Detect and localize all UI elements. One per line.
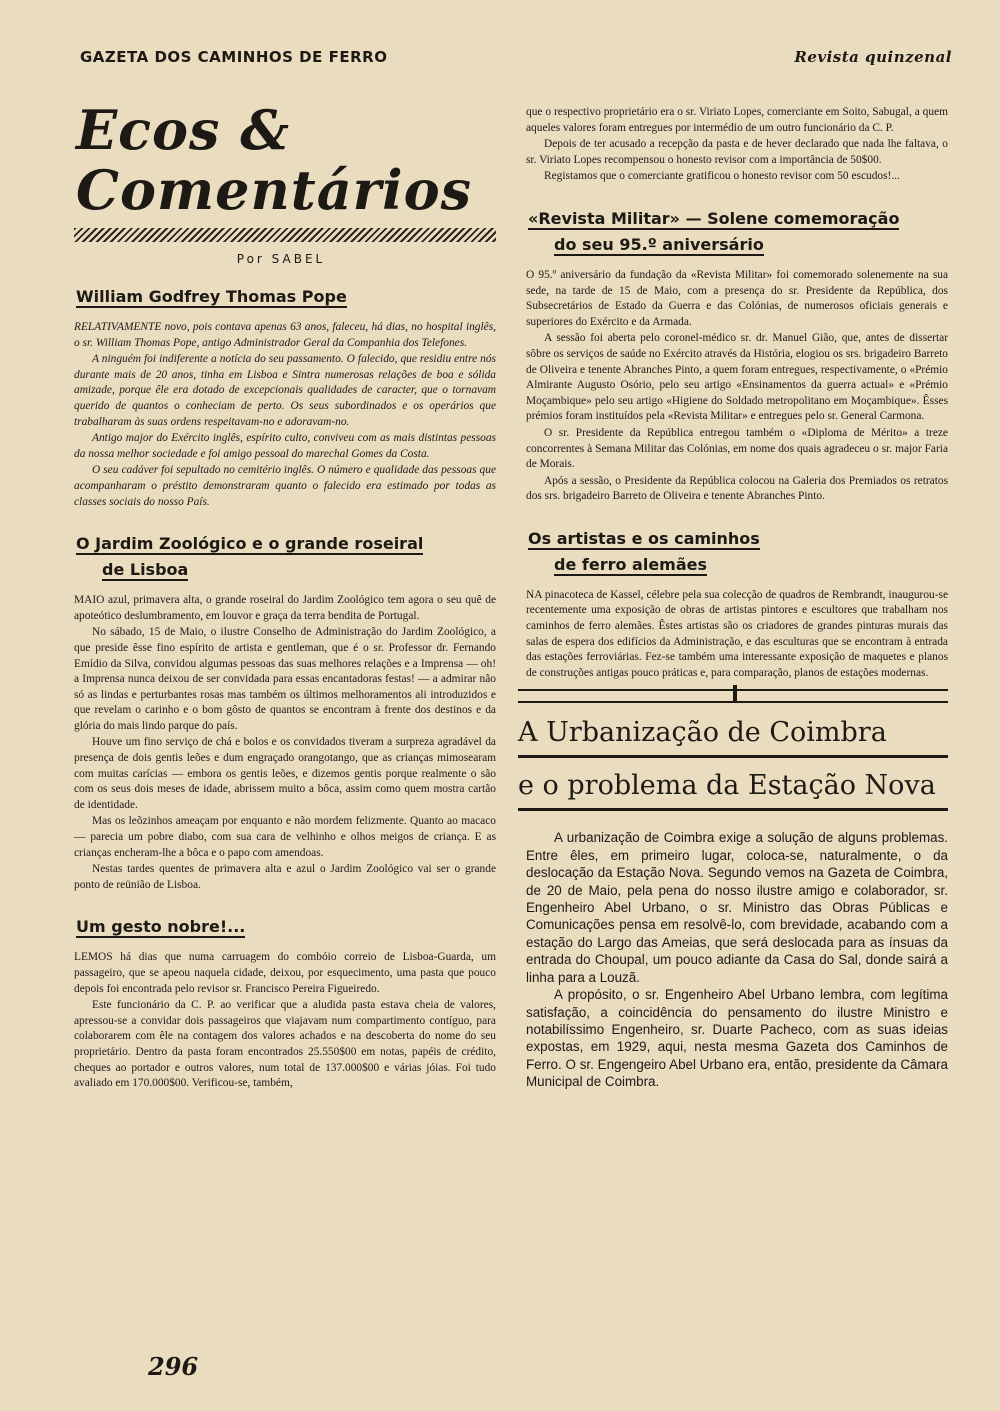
byline: Por SABEL (236, 252, 326, 266)
heading-text: «Revista Militar» — Solene comemoração (528, 208, 900, 228)
paragraph: Antigo major do Exército inglês, espírito culto, conviveu com as mais distintas pessoas da nossa melhor sociedade e foi amigo pessoal do marechal Gomes da Costa. (74, 432, 496, 460)
heading-text: Um gesto nobre!... (76, 917, 246, 937)
masthead-rule (74, 228, 496, 242)
heading-text-line2: do seu 95.º aniversário (554, 234, 764, 254)
paragraph: LEMOS há dias que numa carruagem do combóio correio de Lisboa-Guarda, um passageiro, que se apeou naquela cidade, deixou, por esquecimento, uma pasta que pouco depois foi encontrada pelo revisor sr. Francisco Pereira Figueiredo. (74, 951, 496, 995)
right-column (518, 105, 948, 1091)
heading-text-line2: de ferro alemães (554, 554, 708, 574)
running-head-left: GAZETA DOS CAMINHOS DE FERRO (80, 48, 388, 66)
heading-text: William Godfrey Thomas Pope (76, 287, 347, 306)
left-column (66, 100, 496, 1093)
section-heading-zoo (76, 531, 496, 583)
section-divider (518, 689, 948, 703)
paragraph: O 95.º aniversário da fundação da «Revista Militar» foi comemorado solenemente na sua sede, na tarde de 15 de Maio, com a presença do sr. Presidente da República, dos Subsecretários de Estado da Guerra e das Colónias, de numerosos oficiais generais e superiores do Exército e da Armada. (526, 268, 948, 328)
section-heading-pope (76, 284, 496, 310)
paragraph: No sábado, 15 de Maio, o ilustre Conselho de Administração do Jardim Zoológico, a que preside êsse fino espírito de artista e gentleman, que é o sr. Professor dr. Fernando Emídio da Silva, convidou algumas pessoas das suas melhores relações e a Imprensa — oh! a Imprensa nunca deixou de ser convidada para essas encantadoras festas! — a admirar não só as lindas e perturbantes rosas mas também os últimos melhoramentos ali introduzidos e que revelam o carinho e o bom gôsto de quantos se encontram à frente dos destinos e da glória do mais lindo parque do país. (74, 626, 496, 732)
paragraph: Este funcionário da C. P. ao verificar que a aludida pasta estava cheia de valores, apressou-se a convidar dois passageiros que viajavam num compartimento contíguo, para colaborarem com êle na contagem dos valores achados e na descoberta do nome do seu proprietário. Dentro da pasta foram encontrados 25.550$00 em notas, papéis de crédito, cheques ao portador e outros valores, num total de 137.000$00 e várias jóias. Foi tudo avaliado em 170.000$00. Verificou-se, também, (74, 999, 496, 1090)
feature-paragraph: A urbanização de Coimbra exige a solução de alguns problemas. Entre êles, em primeiro lugar, coloca-se, naturalmente, o da deslocação da Estação Nova. Segundo vemos na Gazeta de Coimbra, de 20 de Maio, pela pena do nosso ilustre amigo e colaborador, sr. Engenheiro Abel Urbano, o sr. Ministro das Obras Públicas e Comunicações pensa em resolvê-lo, com brevidade, acabando com a estação do Largo das Ameias, que será deslocada para as ínsuas da entrada do Choupal, um pouco adiante da Casa do Sal, donde sairá a linha para a Louzã. (526, 830, 948, 985)
section-heading-militar (528, 206, 948, 258)
paragraph: que o respectivo proprietário era o sr. Viriato Lopes, comerciante em Soito, Sabugal, a quem aqueles valores foram entregues por intermédio de um outro funcionário da C. P. (526, 106, 948, 134)
feature-paragraph: A propósito, o sr. Engenheiro Abel Urbano lembra, com legítima satisfação, a coincidência do pensamento do ilustre Ministro e notabilíssimo Engenheiro, sr. Duarte Pacheco, com as suas ideias expostas, em 1929, aqui, nesta mesma Gazeta dos Caminhos de Ferro. O sr. Engengeiro Abel Urbano era, então, presidente da Câmara Municipal de Coimbra. (526, 987, 948, 1090)
page-number: 296 (148, 1352, 199, 1381)
feature-title-line2: e o problema da Estação Nova (518, 766, 948, 811)
section-heading-gesto (76, 914, 496, 940)
paragraph: O sr. Presidente da República entregou também o «Diploma de Mérito» a treze concorrentes à Semana Militar das Colónias, em nome dos quais agradeceu o sr. major Faria de Morais. (526, 426, 948, 471)
paragraph: Após a sessão, o Presidente da República colocou na Galeria dos Premiados os retratos dos srs. brigadeiro Barreto de Oliveira e tenente Abranches Pinto. (526, 474, 948, 503)
paragraph: Nestas tardes quentes de primavera alta e azul o Jardim Zoológico vai ser o grande ponto de reünião de Lisboa. (74, 863, 496, 891)
paragraph: Depois de ter acusado a recepção da pasta e de hever declarado que nada lhe faltava, o sr. Viriato Lopes recompensou o honesto revisor com a importância de 50$00. (526, 138, 948, 166)
heading-text: O Jardim Zoológico e o grande roseiral (76, 534, 424, 554)
running-head-right: Revista quinzenal (794, 48, 952, 66)
paragraph: Registamos que o comerciante gratificou o honesto revisor com 50 escudos!... (544, 170, 900, 183)
paragraph: MAIO azul, primavera alta, o grande roseiral do Jardim Zoológico tem agora o seu quê de apoteótico deslumbramento, em louvor e graça da terra bendita de Portugal. (74, 594, 496, 622)
paragraph: Mas os leõzinhos ameaçam por enquanto e não mordem felizmente. Quanto ao macaco — parecia um pobre diabo, com sua cara de velhinho e olhos meigos de criança. E as crianças encheram-lhe a bôca e o papo com amendoas. (74, 815, 496, 859)
paragraph: NA pinacoteca de Kassel, célebre pela sua colecção de quadros de Rembrandt, inaugurou-se recentemente uma exposição de obras de artistas pintores e escultores que trabalham nos caminhos de ferro alemães. Êstes artistas são os criadores de grandes pinturas murais das salas de espera dos edifícios da Administração, e das esculturas que se encontram à entrada das estações ferroviárias. Fez-se também uma interessante exposição de maquetes e planos de construções antigas pouco práticas e, para comparação, planos de estações modernas. (526, 588, 948, 679)
feature-title-line1: A Urbanização de Coimbra (518, 713, 948, 758)
heading-text-line2: de Lisboa (102, 560, 189, 580)
paragraph: O seu cadáver foi sepultado no cemitério inglês. O número e qualidade das pessoas que acompanharam o préstito demonstraram quanto o falecido era estimado por todas as classes sociais do nosso País. (74, 464, 496, 508)
paragraph: Houve um fino serviço de chá e bolos e os convidados tiveram a surpreza agradável da presença de dois gentis leões e dum engraçado orangotango, que as crianças mimosearam com muitas carícias — embora os gentis leões, e dizemos gentis porque realmente o são com os seus dois meses de idade, abrissem muito a bôca, assim como quem mostra cartão de identidade. (74, 736, 496, 811)
section-heading-artistas (528, 526, 948, 578)
paragraph: A ninguém foi indiferente a notícia do seu passamento. O falecido, que residiu entre nós durante mais de 20 anos, tinha em Lisboa e Sintra numerosas relações de boa e sólida amizade, porque êle era dotado de excepcionais qualidades de caracter, que o tornavam querido de quantos o conheciam de perto. Os seus subordinados e os operários que trabalharam às suas ordens respeitavam-no e adoravam-no. (74, 353, 496, 428)
masthead-title: Ecos & Comentários (76, 98, 473, 222)
paragraph: RELATIVAMENTE novo, pois contava apenas 63 anos, faleceu, há dias, no hospital inglês, o sr. William Thomas Pope, antigo Administrador Geral da Companhia dos Telefones. (74, 321, 496, 349)
heading-text: Os artistas e os caminhos (528, 528, 760, 548)
paragraph: A sessão foi aberta pelo coronel-médico sr. dr. Manuel Gião, que, antes de dissertar sôbre os serviços de saúde no Exército através da História, elogiou os srs. brigadeiro Barreto de Oliveira e tenente Abranches Pinto, a quem foram entregues, respectivamente, o «Prémio Almirante Augusto Osório, pelo seu artigo «Ensinamentos da guerra actual» e «Prémio Moçambique» pelo seu artigo «Higiene do Soldado metropolitano em Moçambique». Êsses prémios foram instituídos pela «Revista Militar» e entregues pelo sr. General Carmona. (526, 332, 948, 423)
